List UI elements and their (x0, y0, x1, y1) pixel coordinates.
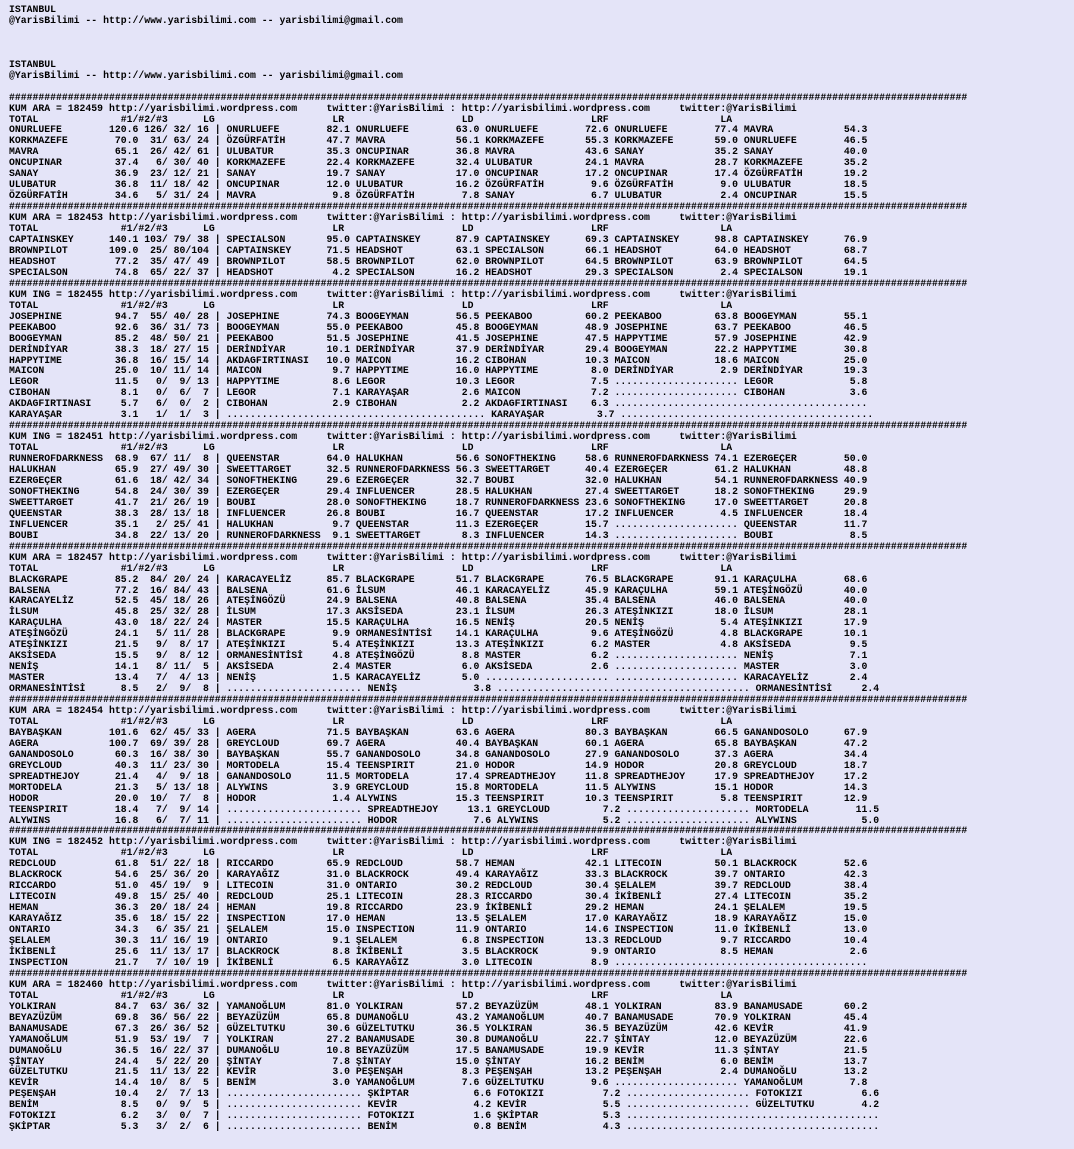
text-line: KARAYAŞAR 3.1 1/ 1/ 3 | ............................................ KARAYAŞAR 3.7 ........................................... (9, 409, 874, 421)
text-line: LITECOIN 49.8 15/ 25/ 40 | REDCLOUD 25.1 LITECOIN 28.3 RICCARDO 30.4 İKİBENLİ 27.4 LITECOIN 35.2 (9, 891, 868, 903)
text-line: @YarisBilimi -- http://www.yarisbilimi.com -- yarisbilimi@gmail.com (9, 69, 403, 81)
separator-line: ################################################################################################################################################################### (9, 694, 968, 706)
text-line: RICCARDO 51.0 45/ 19/ 9 | LITECOIN 31.0 ONTARIO 30.2 REDCLOUD 30.4 ŞELALEM 39.7 REDCLOUD 38.4 (9, 880, 868, 892)
text-line: BEYAZÜZÜM 69.8 36/ 56/ 22 | BEYAZÜZÜM 65.8 DUMANOĞLU 43.2 YAMANOĞLUM 40.7 BANAMUSADE 70.9 YOLKIRAN 45.4 (9, 1011, 868, 1023)
text-line: TOTAL #1/#2/#3 LG LR LD LRF LA (9, 562, 733, 574)
text-line: HODOR 20.0 10/ 7/ 8 | HODOR 1.4 ALYWINS 15.3 TEENSPIRIT 10.3 TEENSPIRIT 5.8 TEENSPIRIT 12.9 (9, 792, 868, 804)
blank-line (9, 49, 1074, 60)
text-line: BAYBAŞKAN 101.6 62/ 45/ 33 | AGERA 71.5 BAYBAŞKAN 63.6 AGERA 80.3 BAYBAŞKAN 66.5 GANANDOSOLO 67.9 (9, 726, 868, 738)
text-line: TOTAL #1/#2/#3 LG LR LD LRF LA (9, 442, 733, 454)
text-line: FOTOKIZI 6.2 3/ 0/ 7 | ....................... FOTOKIZI 1.6 ŞKİPTAR 5.3 ........................................... (9, 1110, 880, 1122)
text-line: DERİNDİYAR 38.3 18/ 27/ 15 | DERİNDİYAR 10.1 DERİNDİYAR 37.9 DERİNDİYAR 29.4 BOOGEYMAN 22.2 HAPPYTIME 30.8 (9, 343, 868, 355)
text-line: HEMAN 36.3 20/ 18/ 24 | HEMAN 19.8 RICCARDO 23.9 İKİBENLİ 29.2 HEMAN 24.1 ŞELALEM 19.5 (9, 902, 868, 914)
text-line: BOUBI 34.8 22/ 13/ 20 | RUNNEROFDARKNESS 9.1 SWEETTARGET 8.3 INFLUENCER 14.3 ..................... BOUBI 8.5 (9, 529, 868, 541)
text-line: RUNNEROFDARKNESS 68.9 67/ 11/ 8 | QUEENSTAR 64.0 HALUKHAN 56.6 SONOFTHEKING 58.6 RUNNEROFDARKNESS 74.1 EZERGEÇER 50.0 (9, 453, 868, 465)
text-line: TOTAL #1/#2/#3 LG LR LD LRF LA (9, 715, 733, 727)
text-line: LEGOR 11.5 0/ 9/ 13 | HAPPYTIME 8.6 LEGOR 10.3 LEGOR 7.5 ..................... LEGOR 5.8 (9, 376, 868, 388)
text-line: KORKMAZEFE 70.0 31/ 63/ 24 | ÖZGÜRFATİH 47.7 MAVRA 56.1 KORKMAZEFE 55.3 KORKMAZEFE 59.0 ONURLUEFE 46.5 (9, 135, 868, 147)
text-line: MAICON 25.0 10/ 11/ 14 | MAICON 9.7 HAPPYTIME 16.0 HAPPYTIME 8.0 DERİNDİYAR 2.9 DERİNDİYAR 19.3 (9, 365, 868, 377)
text-line: MORTODELA 21.3 5/ 13/ 18 | ALYWINS 3.9 GREYCLOUD 15.8 MORTODELA 11.5 ALYWINS 15.1 HODOR 14.3 (9, 781, 868, 793)
text-line: INFLUENCER 35.1 2/ 25/ 41 | HALUKHAN 9.7 QUEENSTAR 11.3 EZERGEÇER 15.7 ..................... QUEENSTAR 11.7 (9, 518, 868, 530)
text-line: ONURLUEFE 120.6 126/ 32/ 16 | ONURLUEFE 82.1 ONURLUEFE 63.0 ONURLUEFE 72.6 ONURLUEFE 77.4 MAVRA 54.3 (9, 124, 868, 136)
text-line: TOTAL #1/#2/#3 LG LR LD LRF LA (9, 113, 733, 125)
text-line: SANAY 36.9 23/ 12/ 21 | SANAY 19.7 SANAY 17.0 ONCUPINAR 17.2 ONCUPINAR 17.4 ÖZGÜRFATİH 19.2 (9, 168, 868, 180)
text-line: BOOGEYMAN 85.2 48/ 50/ 21 | PEEKABOO 51.5 JOSEPHINE 41.5 JOSEPHINE 47.5 HAPPYTIME 57.9 JOSEPHINE 42.9 (9, 332, 868, 344)
separator-line: ################################################################################################################################################################### (9, 277, 968, 289)
text-line: YAMANOĞLUM 51.9 53/ 19/ 7 | YOLKIRAN 27.2 BANAMUSADE 30.8 DUMANOĞLU 22.7 ŞİNTAY 12.0 BEYAZÜZÜM 22.6 (9, 1033, 868, 1045)
text-line: ISTANBUL (9, 58, 57, 70)
text-line: KUM ARA = 182460 http://yarisbilimi.wordpress.com twitter:@YarisBilimi : http://yarisbilimi.wordpress.com twitter:@YarisBilimi (9, 978, 797, 990)
text-line: BROWNPILOT 109.0 25/ 80/104 | CAPTAINSKEY 71.5 HEADSHOT 63.1 SPECIALSON 66.1 HEADSHOT 64.0 HEADSHOT 68.7 (9, 244, 868, 256)
text-line: DUMANOĞLU 36.5 16/ 22/ 37 | DUMANOĞLU 10.8 BEYAZÜZÜM 17.5 BANAMUSADE 19.9 KEVİR 11.3 ŞİNTAY 21.5 (9, 1044, 868, 1056)
text-line: CAPTAINSKEY 140.1 103/ 79/ 38 | SPECIALSON 95.0 CAPTAINSKEY 87.9 CAPTAINSKEY 69.3 CAPTAINSKEY 98.8 CAPTAINSKEY 76.9 (9, 234, 868, 246)
text-line: KUM ARA = 182457 http://yarisbilimi.wordpress.com twitter:@YarisBilimi : http://yarisbilimi.wordpress.com twitter:@YarisBilimi (9, 551, 797, 563)
text-line: GANANDOSOLO 60.3 16/ 38/ 30 | BAYBAŞKAN 55.7 GANANDOSOLO 34.8 GANANDOSOLO 27.9 GANANDOSOLO 37.3 AGERA 34.4 (9, 748, 868, 760)
text-line: ISTANBUL (9, 4, 57, 15)
text-line: TOTAL #1/#2/#3 LG LR LD LRF LA (9, 847, 733, 859)
text-line: KARACAYELİZ 52.5 45/ 18/ 26 | ATEŞİNGÖZÜ 24.9 BALSENA 40.8 BALSENA 35.4 BALSENA 46.0 BALSENA 40.0 (9, 595, 868, 607)
text-line: BALSENA 77.2 16/ 84/ 43 | BALSENA 61.6 İLSUM 46.1 KARACAYELİZ 45.9 KARAÇULHA 59.1 ATEŞİNGÖZÜ 40.0 (9, 584, 868, 596)
text-line: KUM ING = 182451 http://yarisbilimi.wordpress.com twitter:@YarisBilimi : http://yarisbilimi.wordpress.com twitter:@YarisBilimi (9, 431, 797, 443)
text-line: KUM ARA = 182459 http://yarisbilimi.wordpress.com twitter:@YarisBilimi : http://yarisbilimi.wordpress.com twitter:@YarisBilimi (9, 102, 797, 114)
text-line: EZERGEÇER 61.6 18/ 42/ 34 | SONOFTHEKING 29.6 EZERGEÇER 32.7 BOUBI 32.0 HALUKHAN 54.1 RUNNEROFDARKNESS 40.9 (9, 474, 868, 486)
separator-line: ################################################################################################################################################################### (9, 825, 968, 837)
text-line: KARAÇULHA 43.0 18/ 22/ 24 | MASTER 15.5 KARAÇULHA 16.5 NENİŞ 20.5 NENİŞ 5.4 ATEŞİNKIZI 17.9 (9, 617, 868, 629)
text-line: BLACKGRAPE 85.2 84/ 20/ 24 | KARACAYELİZ 85.7 BLACKGRAPE 51.7 BLACKGRAPE 76.5 BLACKGRAPE 91.1 KARAÇULHA 68.6 (9, 573, 868, 585)
text-line: SPECIALSON 74.8 65/ 22/ 37 | HEADSHOT 4.2 SPECIALSON 16.2 HEADSHOT 29.3 SPECIALSON 2.4 SPECIALSON 19.1 (9, 266, 868, 278)
text-line: HEADSHOT 77.2 35/ 47/ 49 | BROWNPILOT 58.5 BROWNPILOT 62.0 BROWNPILOT 64.5 BROWNPILOT 63.9 BROWNPILOT 64.5 (9, 255, 868, 267)
text-line: MAVRA 65.1 26/ 42/ 61 | ULUBATUR 35.3 ONCUPINAR 36.8 MAVRA 43.6 SANAY 35.2 SANAY 40.0 (9, 146, 868, 158)
text-line: ŞELALEM 30.3 11/ 16/ 19 | ONTARIO 9.1 ŞELALEM 6.8 INSPECTION 13.3 REDCLOUD 9.7 RICCARDO 10.4 (9, 935, 868, 947)
text-line: ATEŞİNKIZI 21.5 9/ 8/ 17 | ATEŞİNKIZI 5.4 ATEŞİNKIZI 13.3 ATEŞİNKIZI 6.2 MASTER 4.8 AKSİSEDA 9.5 (9, 639, 868, 651)
separator-line: ################################################################################################################################################################### (9, 540, 968, 552)
text-line: CIBOHAN 8.1 0/ 6/ 7 | LEGOR 7.1 KARAYAŞAR 2.6 MAICON 7.2 ..................... CIBOHAN 3.6 (9, 387, 868, 399)
text-line: HALUKHAN 65.9 27/ 49/ 30 | SWEETTARGET 32.5 RUNNEROFDARKNESS 56.3 SWEETTARGET 40.4 EZERGEÇER 61.2 HALUKHAN 48.8 (9, 464, 868, 476)
text-line: KUM ING = 182455 http://yarisbilimi.wordpress.com twitter:@YarisBilimi : http://yarisbilimi.wordpress.com twitter:@YarisBilimi (9, 288, 797, 300)
text-line: BENİM 8.5 0/ 9/ 5 | ....................... KEVİR 4.2 KEVİR 5.5 ..................... GÜZELTUTKU 4.2 (9, 1099, 880, 1111)
text-line: İKİBENLİ 25.6 11/ 13/ 17 | BLACKROCK 8.8 İKİBENLİ 3.5 BLACKROCK 9.9 ONTARIO 8.5 HEMAN 2.6 (9, 945, 868, 957)
text-line: KUM ARA = 182454 http://yarisbilimi.wordpress.com twitter:@YarisBilimi : http://yarisbilimi.wordpress.com twitter:@YarisBilimi (9, 705, 797, 716)
text-line: İLSUM 45.8 25/ 32/ 28 | İLSUM 17.3 AKSİSEDA 23.1 İLSUM 26.3 ATEŞİNKIZI 18.0 İLSUM 28.1 (9, 606, 868, 618)
text-line: YOLKIRAN 84.7 63/ 36/ 32 | YAMANOĞLUM 81.0 YOLKIRAN 57.2 BEYAZÜZÜM 48.1 YOLKIRAN 83.9 BANAMUSADE 60.2 (9, 1000, 868, 1012)
text-line: SONOFTHEKING 54.8 24/ 30/ 39 | EZERGEÇER 29.4 INFLUENCER 28.5 HALUKHAN 27.4 SWEETTARGET 18.2 SONOFTHEKING 29.9 (9, 485, 868, 497)
text-line: KARAYAĞIZ 35.6 18/ 15/ 22 | INSPECTION 17.0 HEMAN 13.5 ŞELALEM 17.0 KARAYAĞIZ 18.9 KARAYAĞIZ 15.0 (9, 913, 868, 925)
text-line: ONTARIO 34.3 6/ 35/ 21 | ŞELALEM 15.0 INSPECTION 11.9 ONTARIO 14.6 INSPECTION 11.0 İKİBENLİ 13.0 (9, 924, 868, 936)
text-line: ŞİNTAY 24.4 5/ 22/ 20 | ŞİNTAY 7.8 ŞİNTAY 15.0 ŞİNTAY 16.2 BENİM 6.0 BENİM 13.7 (9, 1055, 868, 1067)
text-line: AKDAGFIRTINASI 5.7 6/ 0/ 2 | CIBOHAN 2.9 CIBOHAN 2.2 AKDAGFIRTINASI 6.3 ........................................... (9, 398, 868, 410)
text-line: ULUBATUR 36.8 11/ 18/ 42 | ONCUPINAR 12.0 ULUBATUR 16.2 ÖZGÜRFATİH 9.6 ÖZGÜRFATİH 9.0 ULUBATUR 18.5 (9, 179, 868, 191)
text-line: ORMANESİNTİSİ 8.5 2/ 9/ 8 | ....................... NENİŞ 3.8 ........................................... ORMANESİNTİSİ 2.4 (9, 683, 880, 695)
text-line: ATEŞİNGÖZÜ 24.1 5/ 11/ 28 | BLACKGRAPE 9.9 ORMANESİNTİSİ 14.1 KARAÇULHA 9.6 ATEŞİNGÖZÜ 4.8 BLACKGRAPE 10.1 (9, 628, 868, 640)
text-line: TEENSPIRIT 18.4 7/ 9/ 14 | ....................... SPREADTHEJOY 13.1 GREYCLOUD 7.2 ..................... MORTODELA 11.5 (9, 803, 880, 815)
text-line: QUEENSTAR 38.3 28/ 13/ 18 | INFLUENCER 26.8 BOUBI 16.7 QUEENSTAR 17.2 INFLUENCER 4.5 INFLUENCER 18.4 (9, 507, 868, 519)
text-line: ONCUPINAR 37.4 6/ 30/ 40 | KORKMAZEFE 22.4 KORKMAZEFE 32.4 ULUBATUR 24.1 MAVRA 28.7 KORKMAZEFE 35.2 (9, 157, 868, 169)
separator-line: ################################################################################################################################################################### (9, 201, 968, 213)
text-line: BLACKROCK 54.6 25/ 36/ 20 | KARAYAĞIZ 31.0 BLACKROCK 49.4 KARAYAĞIZ 33.3 BLACKROCK 39.7 ONTARIO 42.3 (9, 869, 868, 881)
text-line: BANAMUSADE 67.3 26/ 36/ 52 | GÜZELTUTKU 30.6 GÜZELTUTKU 36.5 YOLKIRAN 36.5 BEYAZÜZÜM 42.6 KEVİR 41.9 (9, 1022, 868, 1034)
separator-line: ################################################################################################################################################################### (9, 967, 968, 979)
text-line: NENİŞ 14.1 8/ 11/ 5 | AKSİSEDA 2.4 MASTER 6.0 AKSİSEDA 2.6 ..................... MASTER 3.0 (9, 661, 868, 673)
text-line: TOTAL #1/#2/#3 LG LR LD LRF LA (9, 299, 733, 311)
text-line: SPREADTHEJOY 21.4 4/ 9/ 18 | GANANDOSOLO 11.5 MORTODELA 17.4 SPREADTHEJOY 11.8 SPREADTHEJOY 17.9 SPREADTHEJOY 17.2 (9, 770, 868, 782)
separator-line: ################################################################################################################################################################### (9, 420, 968, 432)
text-line: @YarisBilimi -- http://www.yarisbilimi.com -- yarisbilimi@gmail.com (9, 14, 403, 26)
blank-line (9, 27, 1074, 38)
text-line: KUM ING = 182452 http://yarisbilimi.wordpress.com twitter:@YarisBilimi : http://yarisbilimi.wordpress.com twitter:@YarisBilimi (9, 836, 797, 848)
text-line: JOSEPHINE 94.7 55/ 40/ 28 | JOSEPHINE 74.3 BOOGEYMAN 56.5 PEEKABOO 60.2 PEEKABOO 63.8 BOOGEYMAN 55.1 (9, 310, 868, 322)
text-line: PEEKABOO 92.6 36/ 31/ 73 | BOOGEYMAN 55.0 PEEKABOO 45.8 BOOGEYMAN 48.9 JOSEPHINE 63.7 PEEKABOO 46.5 (9, 321, 868, 333)
text-line: KEVİR 14.4 10/ 8/ 5 | BENİM 3.0 YAMANOĞLUM 7.6 GÜZELTUTKU 9.6 ..................... YAMANOĞLUM 7.8 (9, 1077, 868, 1089)
text-line: HAPPYTIME 36.8 16/ 15/ 14 | AKDAGFIRTINASI 10.0 MAICON 16.2 CIBOHAN 10.3 MAICON 18.6 MAICON 25.0 (9, 354, 868, 366)
text-line: SWEETTARGET 41.7 21/ 26/ 19 | BOUBI 28.0 SONOFTHEKING 18.7 RUNNEROFDARKNESS 23.6 SONOFTHEKING 17.0 SWEETTARGET 20.8 (9, 496, 868, 508)
blank-line (9, 82, 1074, 93)
text-line: PEŞENŞAH 10.4 2/ 7/ 13 | ....................... ŞKİPTAR 6.6 FOTOKIZI 7.2 ..................... FOTOKIZI 6.6 (9, 1088, 880, 1100)
text-line: KUM ARA = 182453 http://yarisbilimi.wordpress.com twitter:@YarisBilimi : http://yarisbilimi.wordpress.com twitter:@YarisBilimi (9, 212, 797, 224)
document-body (9, 5, 1074, 1133)
blank-line (9, 38, 1074, 49)
text-line: AGERA 100.7 69/ 39/ 28 | GREYCLOUD 69.7 AGERA 40.4 BAYBAŞKAN 60.1 AGERA 65.8 BAYBAŞKAN 47.2 (9, 737, 868, 749)
text-line: MASTER 13.4 7/ 4/ 13 | NENİŞ 1.5 KARACAYELİZ 5.0 ..................... ..................... KARACAYELİZ 2.4 (9, 672, 868, 684)
text-line: INSPECTION 21.7 7/ 10/ 19 | İKİBENLİ 6.5 KARAYAĞIZ 3.0 LITECOIN 8.9 ........................................... (9, 956, 868, 968)
text-line: TOTAL #1/#2/#3 LG LR LD LRF LA (9, 223, 733, 235)
text-line: ALYWINS 16.8 6/ 7/ 11 | ....................... HODOR 7.6 ALYWINS 5.2 ..................... ALYWINS 5.0 (9, 814, 880, 826)
text-line: REDCLOUD 61.8 51/ 22/ 18 | RICCARDO 65.9 REDCLOUD 58.7 HEMAN 42.1 LITECOIN 50.1 BLACKROCK 52.6 (9, 858, 868, 870)
text-line: AKSİSEDA 15.5 9/ 8/ 12 | ORMANESİNTİSİ 4.8 ATEŞİNGÖZÜ 8.8 MASTER 6.2 ..................... NENİŞ 7.1 (9, 650, 868, 662)
text-line: TOTAL #1/#2/#3 LG LR LD LRF LA (9, 989, 733, 1001)
text-line: GÜZELTUTKU 21.5 11/ 13/ 22 | KEVİR 3.0 PEŞENŞAH 8.3 PEŞENŞAH 13.2 PEŞENŞAH 2.4 DUMANOĞLU 13.2 (9, 1066, 868, 1078)
text-line: ŞKİPTAR 5.3 3/ 2/ 6 | ....................... BENİM 0.8 BENİM 4.3 ........................................... (9, 1121, 880, 1133)
text-line: GREYCLOUD 40.3 11/ 23/ 30 | MORTODELA 15.4 TEENSPIRIT 21.0 HODOR 14.9 HODOR 20.8 GREYCLOUD 18.7 (9, 759, 868, 771)
separator-line: ################################################################################################################################################################### (9, 91, 968, 103)
text-line: ÖZGÜRFATİH 34.6 5/ 31/ 24 | MAVRA 9.8 ÖZGÜRFATİH 7.8 SANAY 6.7 ULUBATUR 2.4 ONCUPINAR 15.5 (9, 190, 868, 202)
